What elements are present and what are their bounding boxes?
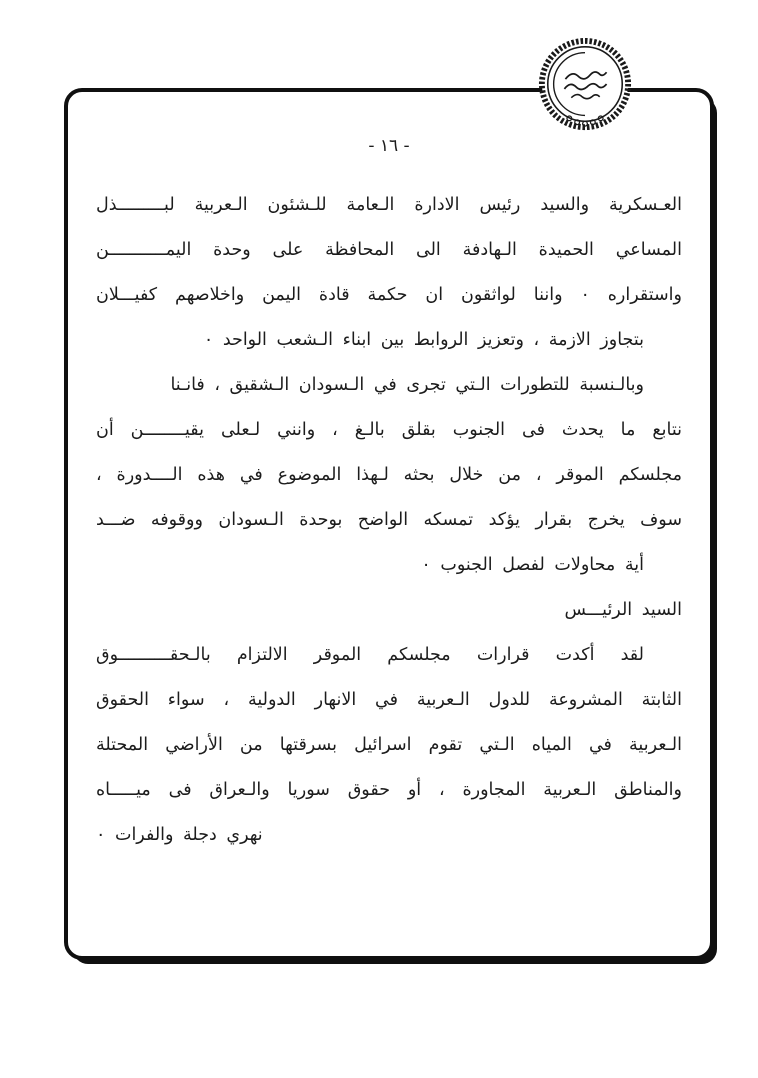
text-line: واستقراره ٠ واننا لواثقون ان حكمة قادة اليمن واخلاصهم كفيـــلان xyxy=(96,285,682,305)
text-line: والمناطق الـعربية المجاورة ، أو حقوق سوريا والـعراق فى ميـــــاه xyxy=(96,780,682,800)
text-line: الـعربية في المياه الـتي تقوم اسرائيل بسرقتها من الأراضي المحتلة xyxy=(96,735,682,755)
text-line: أية محاولات لفصل الجنوب ٠ xyxy=(421,555,644,575)
text-line: لقد أكدت قرارات مجلسكم الموقر الالتزام بالـحقــــــــــوق xyxy=(96,645,644,665)
text-line: مجلسكم الموقر ، من خلال بحثه لـهذا الموضوع في هذه الــــدورة ، xyxy=(96,465,682,485)
text-line: وبالـنسبة للتطورات الـتي تجرى في الـسودان الـشقيق ، فانـنا xyxy=(170,375,644,395)
text-line: نتابع ما يحدث فى الجنوب بقلق بالـغ ، وانني لـعلى يقيــــــــن أن xyxy=(96,420,682,440)
document-body xyxy=(96,196,682,845)
text-line: العـسكرية والسيد رئيس الادارة الـعامة للـشئون الـعربية لبـــــــــذل xyxy=(96,195,682,215)
page-content xyxy=(68,92,710,956)
text-line: الثابتة المشروعة للدول الـعربية في الانهار الدولية ، سواء الحقوق xyxy=(96,690,682,710)
text-line: سوف يخرج بقرار يؤكد تمسكه الواضح بوحدة الـسودان ووقوفه ضـــد xyxy=(96,510,682,530)
text-line: بتجاوز الازمة ، وتعزيز الروابط بين ابناء الـشعب الواحد ٠ xyxy=(203,330,644,350)
page-frame xyxy=(64,88,714,960)
arab-league-emblem-icon xyxy=(536,36,634,134)
text-line: نهري دجلة والفرات ٠ xyxy=(96,825,263,845)
section-heading: السيد الرئيـــس xyxy=(564,600,682,620)
page-number: - ١٦ - xyxy=(368,136,410,156)
text-line: المساعي الحميدة الـهادفة الى المحافظة على وحدة اليمـــــــــــن xyxy=(96,240,682,260)
